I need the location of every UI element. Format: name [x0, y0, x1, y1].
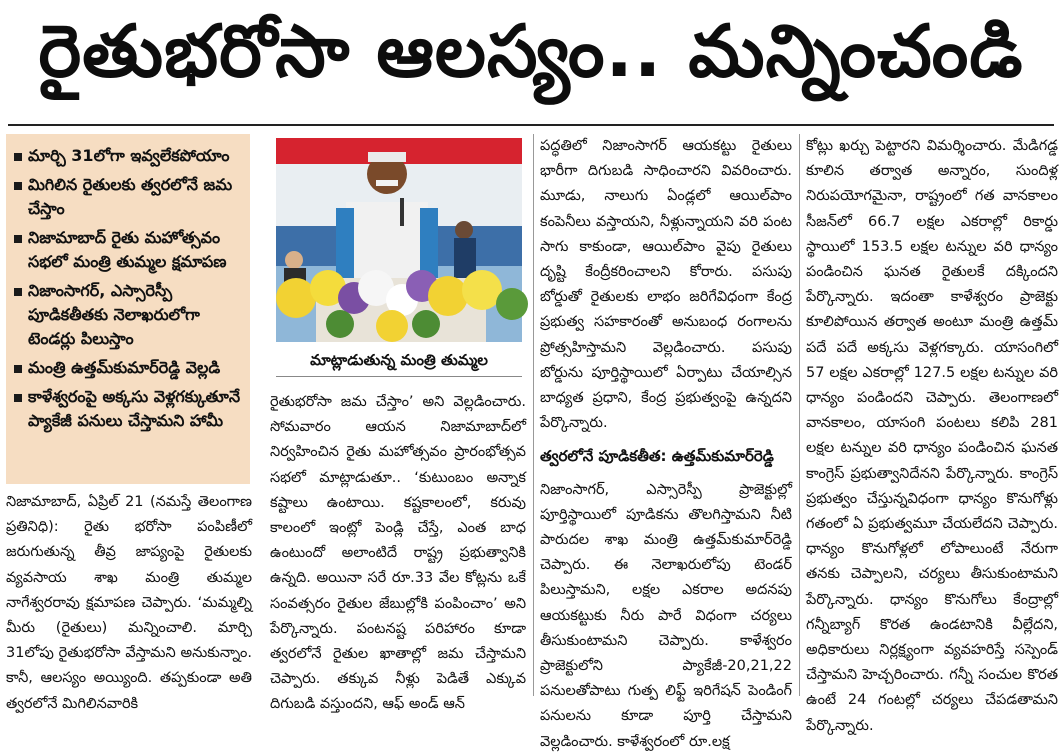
bullet-icon — [14, 153, 22, 161]
highlight-item — [14, 279, 244, 351]
bullet-icon — [14, 235, 22, 243]
highlight-text: మంత్రి ఉత్తమ్‌కుమార్‌రెడ్డి వెల్లడి — [28, 358, 221, 377]
paragraph: నిజాంసాగర్, ఎస్సారెస్పీ ప్రాజెక్టుల్లో పూర్తిస్థాయిలో పూడికను తొలగిస్తామని నీటి పారుదల శాఖ మంత్రి ఉత్తమ్‌కుమార్‌రెడ్డి చెప్పారు. ఈ నెలాఖరులోపు టెండర్ పిలుస్తామని, లక్షల ఎకరాల అదనపు ఆయకట్టుకు నీరు పారే విధంగా చర్యలు తీసుకుంటామని చెప్పారు. కాళేశ్వరం ప్రాజెక్టులోని ప్యాకేజీ-20,21,22 పనులతోపాటు గుత్ప లిఫ్ట్ ఇరిగేషన్ పెండింగ్ పనులను కూడా పూర్తి చేస్తామని వెల్లడించారు. కాళేశ్వరంలో రూ.లక్ష — [540, 481, 792, 750]
bullet-icon — [14, 182, 22, 190]
bullet-icon — [14, 394, 22, 402]
photo-illustration — [276, 138, 522, 342]
highlight-text: నిజామాబాద్ రైతు మహోత్సవం సభలో మంత్రి తుమ్మల క్షమాపణ — [28, 228, 227, 271]
headline: రైతుభరోసా ఆలస్యం.. మన్నించండి — [38, 9, 1024, 93]
highlight-item — [14, 144, 244, 168]
article-column-4 — [806, 134, 1058, 734]
bullet-icon — [14, 365, 22, 373]
highlights-box — [6, 134, 250, 484]
photo-caption: మాట్లాడుతున్న మంత్రి తుమ్మల — [276, 344, 522, 377]
highlight-text: మిగిలిన రైతులకు త్వరలోనే జమ చేస్తాం — [28, 175, 233, 218]
highlight-item — [14, 356, 244, 380]
column-divider — [533, 134, 534, 696]
highlight-text: మార్చి 31లోగా ఇవ్వలేకపోయాం — [28, 146, 230, 165]
article-column-3 — [540, 134, 792, 750]
highlight-text: కాళేశ్వరంపై అక్కసు వెళ్లగక్కుతూనే ప్యాకేజీ పనులు చేస్తామని హామీ — [28, 387, 241, 430]
paragraph: నిజామాబాద్, ఏప్రిల్ 21 (నమస్తే తెలంగాణ ప్రతినిధి): రైతు భరోసా పంపిణీలో జరుగుతున్న తీవ్ర జాప్యంపై రైతులకు వ్యవసాయ శాఖ మంత్రి తుమ్మల నాగేశ్వరరావు క్షమాపణ చెప్పారు. ‘మమ్మల్ని మీరు (రైతులు) మన్నించాలి. మార్చి 31లోపు రైతుభరోసా వేస్తామని అనుకున్నాం. కానీ, ఆలస్యం అయ్యింది. తప్పకుండా అతి త్వరలోనే మిగిలినవారికి — [6, 494, 252, 712]
headline-rule — [8, 124, 1054, 126]
highlight-item — [14, 173, 244, 221]
minister-photo — [276, 138, 522, 342]
paragraph: పద్ధతిలో నిజాంసాగర్ ఆయకట్టు రైతులు భారీగా దిగుబడి సాధించారని వివరించారు. మూడు, నాలుగు ఏండ్లలో ఆయిల్‌పాం కంపెనీలు వస్తాయని, నీళ్లున్నాయని వరి పంట సాగు కాకుండా, ఆయిల్‌పాం వైపు రైతులు దృష్టి కేంద్రీకరించాలని కోరారు. పసుపు బోర్డుతో రైతులకు లాభం జరిగేవిధంగా కేంద్ర ప్రభుత్వ సహకారంతో అనుబంధ రంగాలను ప్రోత్సహిస్తామని వెల్లడించారు. పసుపు బోర్డును పూర్తిస్థాయిలో ఏర్పాటు చేయాల్సిన బాధ్యత ప్రధాని, కేంద్ర ప్రభుత్వంపై ఉన్నదని పేర్కొన్నారు. — [540, 138, 792, 432]
article-column-2 — [270, 390, 526, 713]
highlight-text: నిజాంసాగర్, ఎస్సారెస్పీ పూడికతీతకు నెలాఖరులోగా టెండర్లు పిలుస్తాం — [28, 281, 200, 348]
paragraph: రైతుభరోసా జమ చేస్తాం’ అని వెల్లడించారు. సోమవారం ఆయన నిజామాబాద్‌లో నిర్వహించిన రైతు మహోత్సవం ప్రారంభోత్సవ సభలో మాట్లాడుతూ.. ‘కుటుంబం అన్నాక కష్టాలు ఉంటాయి. కష్టకాలంలో, కరువు కాలంలో ఇంట్లో పెండ్లి చేస్తే, ఎంత బాధ ఉంటుందో అలాంటిదే రాష్ట్ర ప్రభుత్వానికి ఉన్నది. అయినా సరే రూ.33 వేల కోట్లను ఒకే సంవత్సరం రైతుల జేబుల్లోకి పంపించాం’ అని పేర్కొన్నారు. పంటనష్ట పరిహారం కూడా త్వరలోనే రైతుల ఖాతాల్లో జమ చేస్తామని చెప్పారు. తక్కువ నీళ్లు పెడితే ఎక్కువ దిగుబడి వస్తుందని, ఆఫ్ అండ్ ఆన్ — [270, 394, 526, 713]
highlight-item — [14, 226, 244, 274]
highlight-item — [14, 385, 244, 433]
column-divider — [799, 134, 800, 696]
article-column-1 — [6, 490, 252, 712]
paragraph: కోట్లు ఖర్చు పెట్టారని విమర్శించారు. మేడిగడ్డ కూలిన తర్వాత అన్నారం, సుందిళ్ల నిరుపయోగమైనా, రాష్ట్రంలో గత వానకాలం సీజన్‌లో 66.7 లక్షల ఎకరాల్లో రికార్డు స్థాయిలో 153.5 లక్షల టన్నుల వరి ధాన్యం పండించిన ఘనత రైతులకే దక్కిందని పేర్కొన్నారు. ఇదంతా కాళేశ్వరం ప్రాజెక్టు కూలిపోయిన తర్వాత అంటూ మంత్రి ఉత్తమ్ పదే పదే అక్కసు వెళ్లగక్కారు. యాసంగిలో 57 లక్షల ఎకరాల్లో 127.5 లక్షల టన్నుల వరి ధాన్యం పండిందని చెప్పారు. తెలంగాణలో వానకాలం, యాసంగి పంటలు కలిపి 281 లక్షల టన్నుల వరి ధాన్యం పండించిన ఘనత కాంగ్రెస్ ప్రభుత్వానిదేనని పేర్కొన్నారు. కాంగ్రెస్ ప్రభుత్వం చేస్తున్నవిధంగా ధాన్యం కొనుగోళ్లు గతంలో ఏ ప్రభుత్వమూ చేయలేదని చెప్పారు. ధాన్యం కొనుగోళ్లలో లోపాలుంటే నేరుగా తనకు చెప్పాలని, చర్యలు తీసుకుంటామని పేర్కొన్నారు. ధాన్యం కొనుగోలు కేంద్రాల్లో గన్నీబ్యాగ్ కొరత ఉండటానికి వీల్లేదని, అధికారులు నిర్లక్ష్యంగా వ్యవహరిస్తే సస్పెండ్ చేస్తామని హెచ్చరించారు. గన్నీ సంచుల కొరత ఉంటే 24 గంటల్లో చర్యలు చేపడతామని పేర్కొన్నారు. — [806, 138, 1058, 734]
section-subhead: త్వరలోనే పూడికతీత: ఉత్తమ్‌కుమార్‌రెడ్డి — [540, 447, 774, 466]
bullet-icon — [14, 288, 22, 296]
